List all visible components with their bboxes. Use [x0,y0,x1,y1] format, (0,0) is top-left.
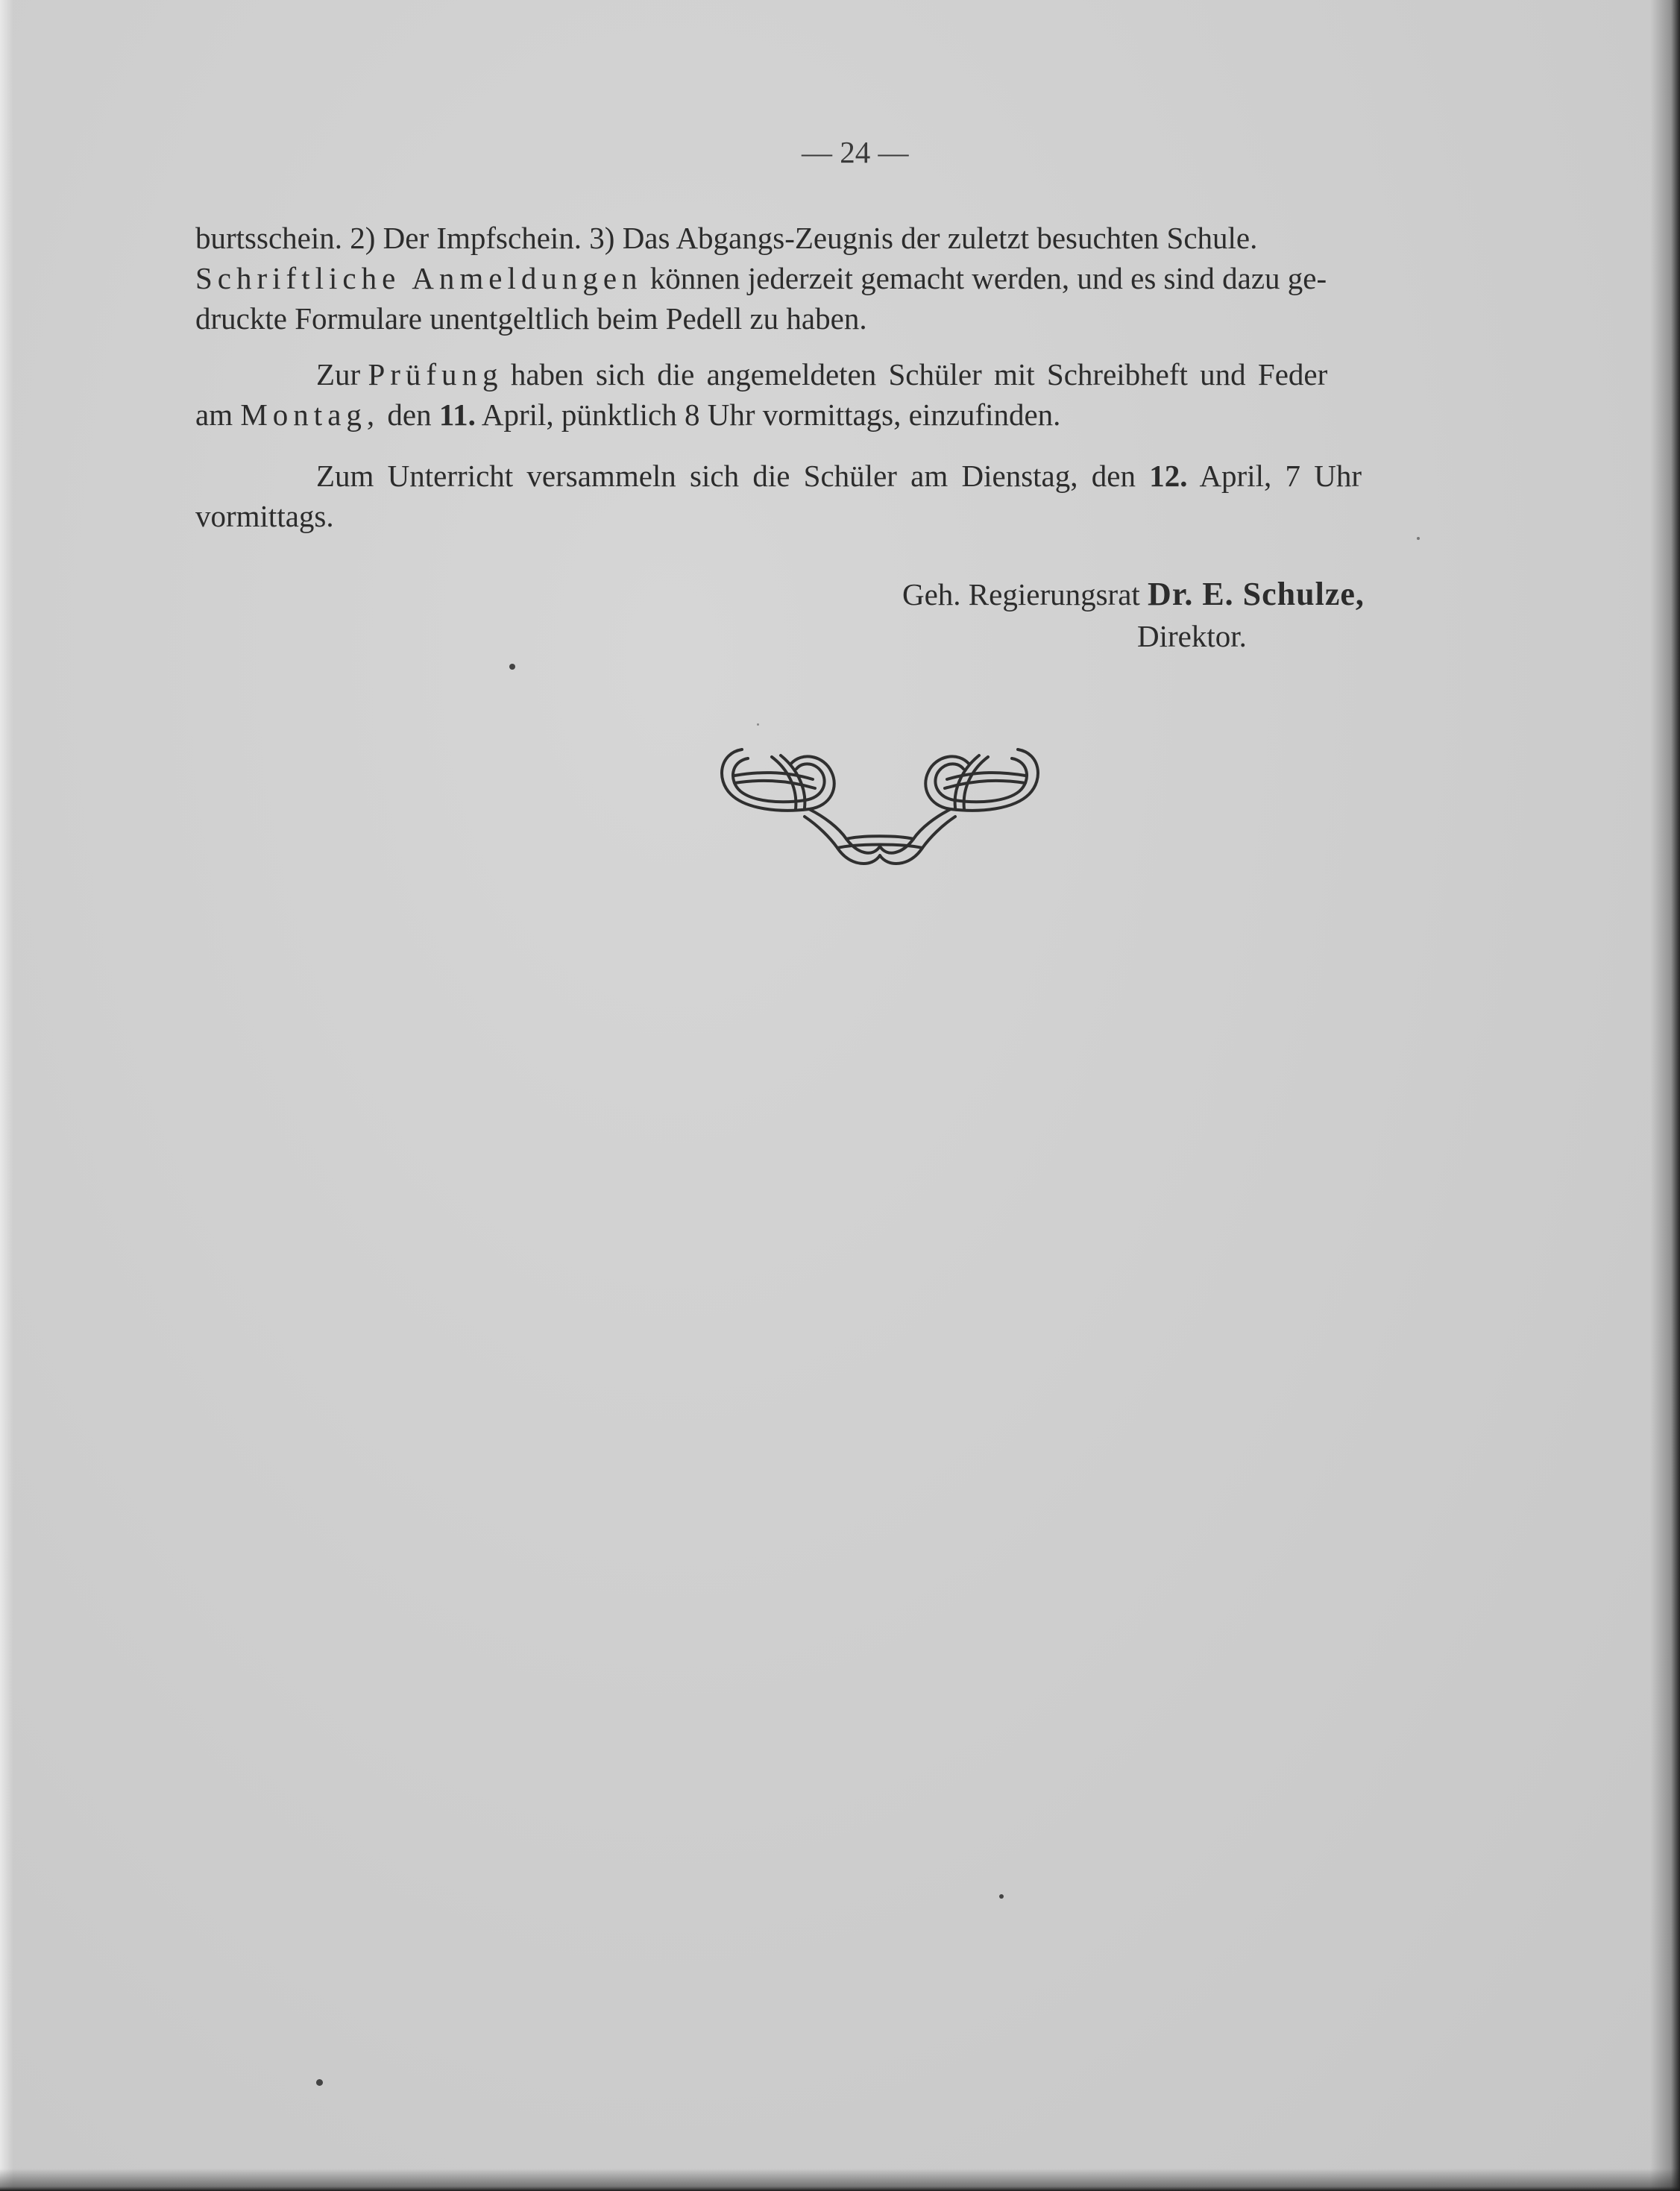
paragraph-line [195,258,1560,298]
paragraph-line [195,456,1560,496]
signature-title: Direktor. [1137,619,1247,653]
paper-speck [757,723,759,726]
signature-line [902,574,1365,614]
paragraph-text: haben sich die angemeldeten Schüler mit Schreibheft und Feder [510,357,1328,392]
paragraph-text: können jederzeit gemacht werden, und es sind dazu ge- [649,261,1327,295]
page-bottom-shadow [0,2169,1680,2191]
paragraph-text: am [195,397,233,432]
paragraph-registration [195,218,1560,339]
paragraph-text: April, pünktlich 8 Uhr vormittags, einzufinden. [481,397,1061,432]
decorative-scroll-ornament-icon [712,735,1048,869]
paragraph-text [195,258,1327,298]
date-number: 12. [1149,459,1188,493]
paper-speck [1417,537,1420,540]
paragraph-text: den [387,397,432,432]
paragraph-line [195,354,1560,394]
paragraph-lessons [195,456,1560,536]
paragraph-text: April, 7 Uhr [1199,459,1362,493]
page-left-edge [0,0,13,2191]
paragraph-text: Zur [316,357,361,392]
page-number: — 24 — [802,135,909,169]
paragraph-exam [195,354,1560,435]
emphasis-spaced: Prüfung [368,357,503,392]
emphasis-spaced: Schriftliche Anmeldungen [195,261,643,295]
paper-speck [509,664,515,670]
signature-rank: Geh. Regierungsrat [902,577,1140,612]
paragraph-line: druckte Formulare unentgeltlich beim Pedell zu haben. [195,301,867,336]
paper-speck [316,2079,323,2086]
emphasis-spaced: Montag, [240,397,380,432]
paragraph-line [195,394,1560,435]
paragraph-line: vormittags. [195,499,334,533]
date-number: 11. [438,397,476,432]
page-right-shadow [1650,0,1680,2191]
signature-name: Dr. E. Schulze, [1148,576,1365,612]
paragraph-text: burtsschein. 2) Der Impfschein. 3) Das Abgangs-Zeugnis der zuletzt besuchten Schule. [195,221,1258,255]
paragraph-line [195,218,1560,258]
paper-speck [999,1894,1004,1899]
paragraph-text: Zum Unterricht versammeln sich die Schüler am Dienstag, den [316,459,1136,493]
